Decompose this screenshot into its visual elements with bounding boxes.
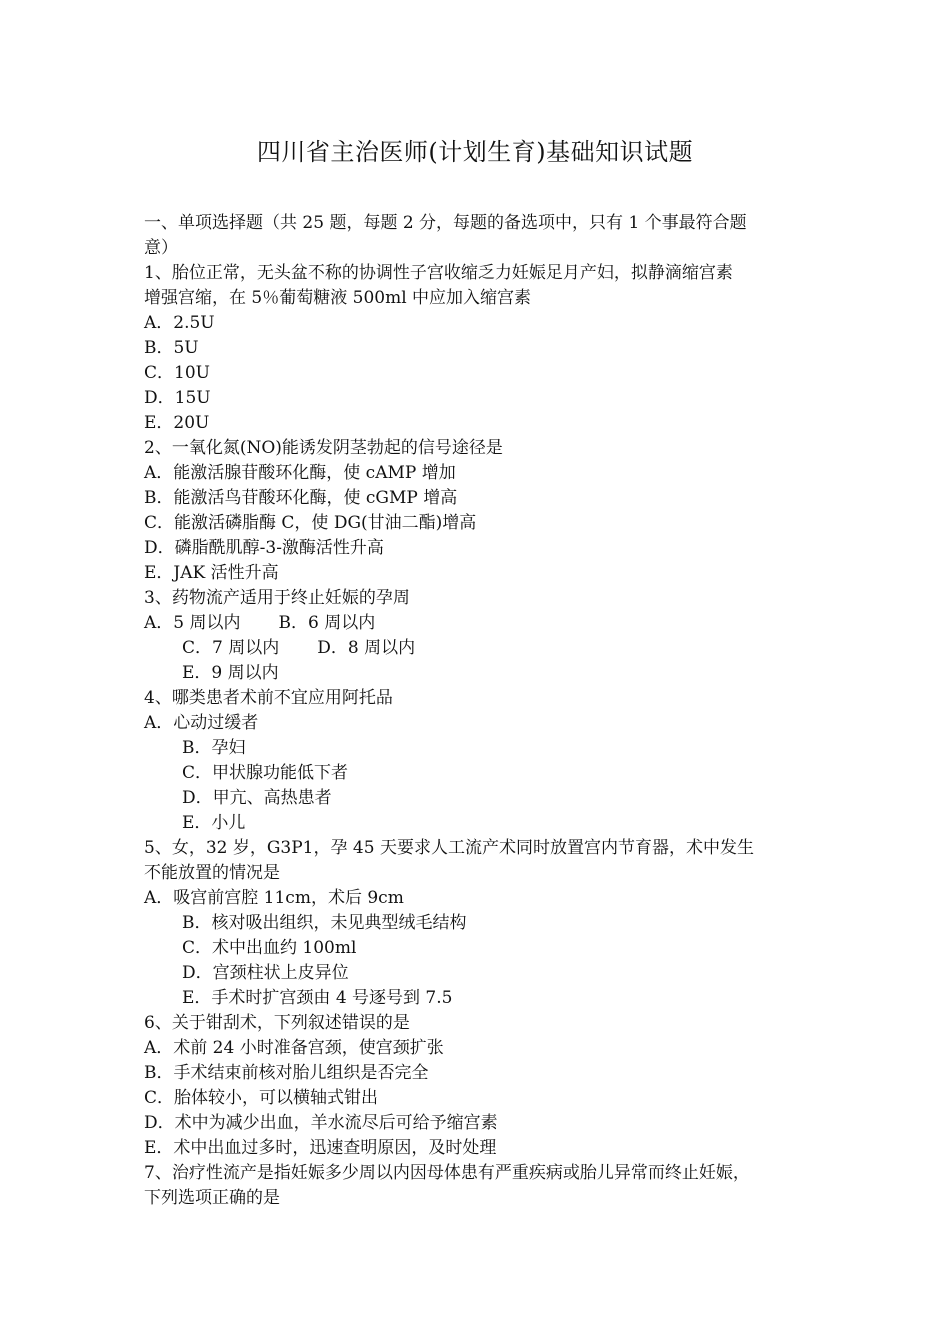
q3-options-row-1 bbox=[144, 611, 810, 636]
q7-stem-line-1: 7、治疗性流产是指妊娠多少周以内因母体患有严重疾病或胎儿异常而终止妊娠， bbox=[144, 1163, 750, 1183]
q3-option-e: E．9 周以内 bbox=[182, 663, 279, 683]
q2-stem: 2、一氧化氮(NO)能诱发阴茎勃起的信号途径是 bbox=[144, 438, 503, 458]
q4-option-a: A．心动过缓者 bbox=[144, 713, 259, 733]
q2-option-c: C．能激活磷脂酶 C，使 DG(甘油二酯)增高 bbox=[144, 513, 477, 533]
q4-stem: 4、哪类患者术前不宜应用阿托品 bbox=[144, 688, 393, 708]
q3-stem: 3、药物流产适用于终止妊娠的孕周 bbox=[144, 588, 410, 608]
q6-stem: 6、关于钳刮术，下列叙述错误的是 bbox=[144, 1013, 410, 1033]
q2-option-a: A．能激活腺苷酸环化酶，使 cAMP 增加 bbox=[144, 463, 456, 483]
q5-option-d: D．宫颈柱状上皮异位 bbox=[182, 963, 349, 983]
q3-option-c: C．7 周以内 bbox=[182, 638, 280, 658]
q2-option-d: D．磷脂酰肌醇-3-激酶活性升高 bbox=[144, 538, 384, 558]
q1-option-e: E．20U bbox=[144, 413, 210, 433]
q6-option-b: B．手术结束前核对胎儿组织是否完全 bbox=[144, 1063, 429, 1083]
q3-option-d: D．8 周以内 bbox=[317, 638, 416, 658]
q3-option-a: A．5 周以内 bbox=[144, 613, 241, 633]
q1-option-d: D．15U bbox=[144, 388, 211, 408]
q3-option-b: B．6 周以内 bbox=[278, 613, 376, 633]
q6-option-a: A．术前 24 小时准备宫颈，使宫颈扩张 bbox=[144, 1038, 444, 1058]
q5-option-b: B．核对吸出组织，未见典型绒毛结构 bbox=[182, 913, 467, 933]
q1-option-a: A．2.5U bbox=[144, 313, 215, 333]
document-body bbox=[144, 211, 810, 1211]
q6-option-c: C．胎体较小，可以横轴式钳出 bbox=[144, 1088, 379, 1108]
q4-option-e: E．小儿 bbox=[182, 813, 246, 833]
q6-option-e: E．术中出血过多时，迅速查明原因，及时处理 bbox=[144, 1138, 497, 1158]
q5-option-e: E．手术时扩宫颈由 4 号逐号到 7.5 bbox=[182, 988, 453, 1008]
q2-option-b: B．能激活鸟苷酸环化酶，使 cGMP 增高 bbox=[144, 488, 458, 508]
q7-stem-line-2: 下列选项正确的是 bbox=[144, 1188, 280, 1208]
q1-stem-line-2: 增强宫缩，在 5％葡萄糖液 500ml 中应加入缩宫素 bbox=[144, 288, 532, 308]
q1-option-c: C．10U bbox=[144, 363, 210, 383]
q5-option-c: C．术中出血约 100ml bbox=[182, 938, 357, 958]
section-heading-line-2: 意） bbox=[144, 238, 178, 258]
q4-option-d: D．甲亢、高热患者 bbox=[182, 788, 332, 808]
q5-option-a: A．吸宫前宫腔 11cm，术后 9cm bbox=[144, 888, 404, 908]
q1-option-b: B．5U bbox=[144, 338, 199, 358]
q4-option-b: B．孕妇 bbox=[182, 738, 246, 758]
q4-option-c: C．甲状腺功能低下者 bbox=[182, 763, 349, 783]
q1-stem-line-1: 1、胎位正常，无头盆不称的协调性子宫收缩乏力妊娠足月产妇，拟静滴缩宫素 bbox=[144, 263, 733, 283]
q5-stem-line-2: 不能放置的情况是 bbox=[144, 863, 280, 883]
q2-option-e: E．JAK 活性升高 bbox=[144, 563, 279, 583]
q3-options-row-2 bbox=[144, 636, 810, 661]
section-heading-line-1: 一、单项选择题（共 25 题，每题 2 分，每题的备选项中，只有 1 个事最符合题 bbox=[144, 213, 747, 233]
q6-option-d: D．术中为减少出血，羊水流尽后可给予缩宫素 bbox=[144, 1113, 498, 1133]
q5-stem-line-1: 5、女，32 岁，G3P1，孕 45 天要求人工流产术同时放置宫内节育器，术中发生 bbox=[144, 838, 754, 858]
document-title: 四川省主治医师(计划生育)基础知识试题 bbox=[256, 138, 694, 166]
